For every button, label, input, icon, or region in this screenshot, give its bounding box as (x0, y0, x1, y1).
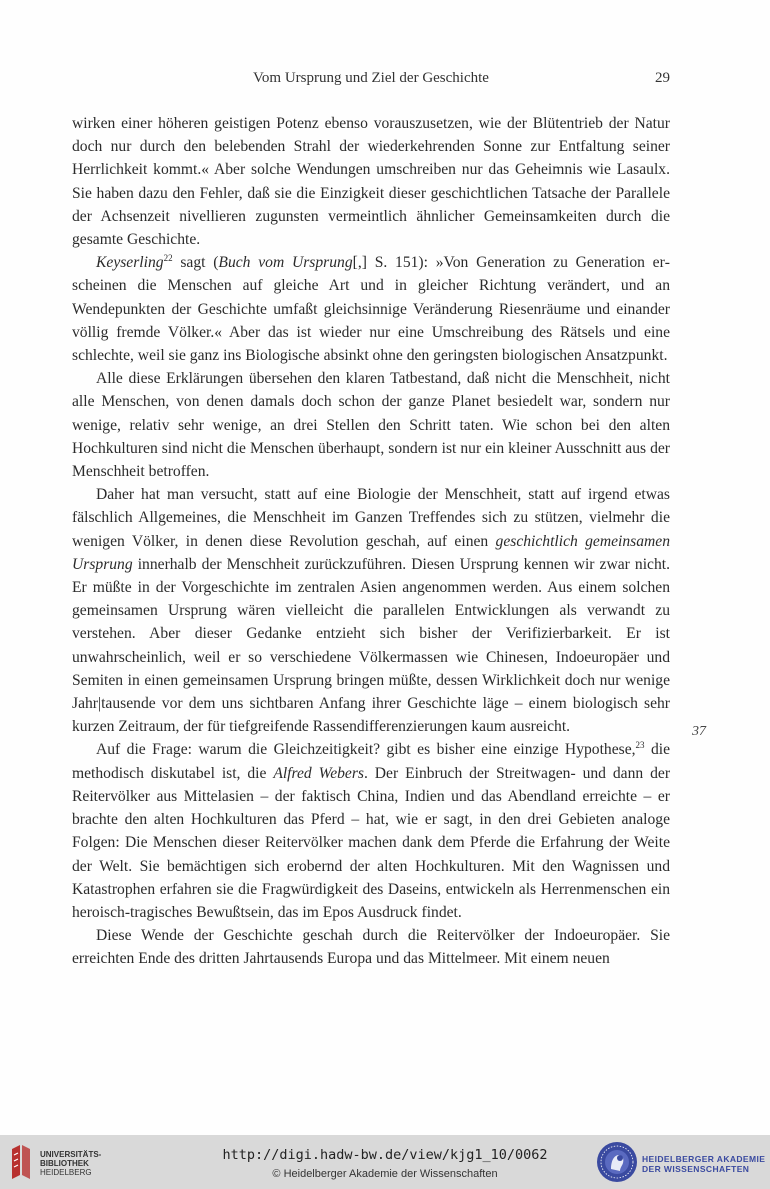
paragraph (72, 738, 670, 924)
academy-logo (596, 1141, 766, 1183)
footer-bar (0, 1135, 770, 1189)
paragraph-text: wirken einer höheren geistigen Potenz ebenso vorauszusetzen, wie der Blütentrieb der Natur doch nur durch den belebenden Strahl der wiederkehrenden Sonne zur Entfaltung seiner Herrlichkeit kommt.« Aber solche Wendungen umschreiben nur das Geheimnis wie Lasaulx. Sie haben dazu den Fehler, daß sie die Einzigkeit dieser geschichtlichen Tatsache der Parallele der Achsenzeit nivellieren zugunsten vermeintlich ähnlicher Gemeinsamkeiten durch die gesamte Geschichte. (72, 115, 670, 249)
academy-seal-icon (596, 1141, 638, 1183)
paragraph (72, 483, 670, 738)
italic-text: Keyserling (96, 254, 164, 272)
paragraph-text: innerhalb der Menschheit zurückzuführen. Diesen Ursprung kennen wir zwar nicht. Er müßte in der Vorgeschichte im zentralen Asien angenommen werden. Aus einem solchen gemeinsamen Ursprung wären vielleicht die parallelen Entwicklungen als verwandt zu verstehen. Aber dieser Gedanke entzieht sich bisher der Verifizierbarkeit. Er ist unwahrscheinlich, weil er so verschiedene Völkermassen wie Chinesen, Indoeuropäer und Semiten in einen gemeinsamen Ursprung bringen müßte, dessen Wirklichkeit doch nur wenige Jahr|tausende vor dem uns sichtbaren Anfang ihrer Geschichte läge – einem biologisch sehr kurzen Zeitraum, der für tiefgreifende Rassendifferenzierungen kaum ausreicht. (72, 555, 670, 736)
library-logo-line-3: HEIDELBERG (40, 1168, 92, 1177)
paragraph-text: . Der Einbruch der Streitwagen- und dann der Reitervölker aus Mittelasien – der faktisch China, Indien und das Abendland erreichte – er brachte den alten Hochkulturen das Pferd – hat, wie er sagt, in den drei Gebieten analoge Folgen: Die Menschen dieser Reitervölker machen dank dem Pferde die Erfahrung der Weite der Welt. Sie bemächtigen sich erobernd der alten Hochkulturen. Mit den Wagnissen und Katastrophen erfahren sie die Fragwürdigkeit des Daseins, entwickeln als Herrenmenschen ein heroisch-tragisches Bewußtsein, das im Epos Ausdruck findet. (72, 764, 671, 921)
running-head-title: Vom Ursprung und Ziel der Geschichte (253, 70, 489, 86)
library-logo-line-1: UNIVERSITÄTS- (40, 1150, 102, 1159)
academy-logo-line-2: DER WISSENSCHAFTEN (642, 1164, 750, 1174)
paragraph-text: Auf die Frage: warum die Gleichzeitigkeit? gibt es bisher eine einzige Hypothese, (96, 741, 636, 759)
margin-page-reference: 37 (692, 724, 706, 739)
italic-text: Alfred Webers (273, 764, 364, 782)
footnote-reference: 23 (635, 740, 645, 751)
paragraph-text: sagt ( (172, 254, 219, 272)
paragraph (72, 112, 670, 251)
paragraph-text: [,] S. 151): »Von Generation zu Generation erscheinen die Menschen auf gleiche Art und in gleicher Richtung verändert, und an Wendepunkten der Geschichte umfaßt gleichsinnige Veränderung Riesenräume und einander völlig fremde Völker.« Aber das ist wieder nur eine Umschreibung des Rätsels und eine schlechte, weil sie ganz ins Biologische absinkt ohne den geringsten biologischen Ansatzpunkt. (72, 254, 670, 365)
body-text (72, 112, 670, 971)
italic-text: geschichtlich gemeinsamen Ursprung (72, 532, 670, 573)
italic-text: Buch vom Ursprung (218, 254, 353, 272)
footnote-reference: 22 (163, 253, 173, 264)
digital-copy-url-link[interactable]: http://digi.hadw-bw.de/view/kjg1_10/0062 (222, 1147, 548, 1163)
paragraph (72, 367, 670, 483)
copyright-notice: © Heidelberger Akademie der Wissenschaften (272, 1168, 498, 1180)
library-logo-line-2: BIBLIOTHEK (40, 1159, 89, 1168)
paragraph-text: Diese Wende der Geschichte geschah durch die Reitervölker der Indoeuropäer. Sie erreichten Ende des dritten Jahrtausends Europa und das Mittelmeer. Mit einem neuen (72, 927, 670, 968)
page-number: 29 (655, 70, 670, 86)
academy-logo-line-1: HEIDELBERGER AKADEMIE (642, 1154, 766, 1164)
paragraph-text: die methodisch diskutabel ist, die (72, 741, 670, 782)
paragraph-text: Alle diese Erklärungen übersehen den klaren Tatbestand, daß nicht die Menschheit, nicht alle Menschen, von denen damals doch schon der ganze Planet besiedelt war, sondern nur wenige, relativ sehr wenige, an drei Stellen den Schritt taten. Wie schon bei den alten Hochkulturen sind nicht die Menschen überhaupt, sondern ist nur ein kleiner Ausschnitt aus der Menschheit betroffen. (72, 370, 670, 481)
paragraph (72, 924, 670, 970)
academy-logo-text (642, 1154, 765, 1174)
paragraph-text: Daher hat man versucht, statt auf eine Biologie der Menschheit, statt auf irgend etwas fälschlich Allgemeines, die Menschheit im Ganzen Treffendes sich zu stützen, vielmehr die wenigen Völker, in denen diese Revolution geschah, auf einen (72, 486, 670, 550)
running-head (72, 70, 670, 92)
paragraph (72, 251, 670, 367)
